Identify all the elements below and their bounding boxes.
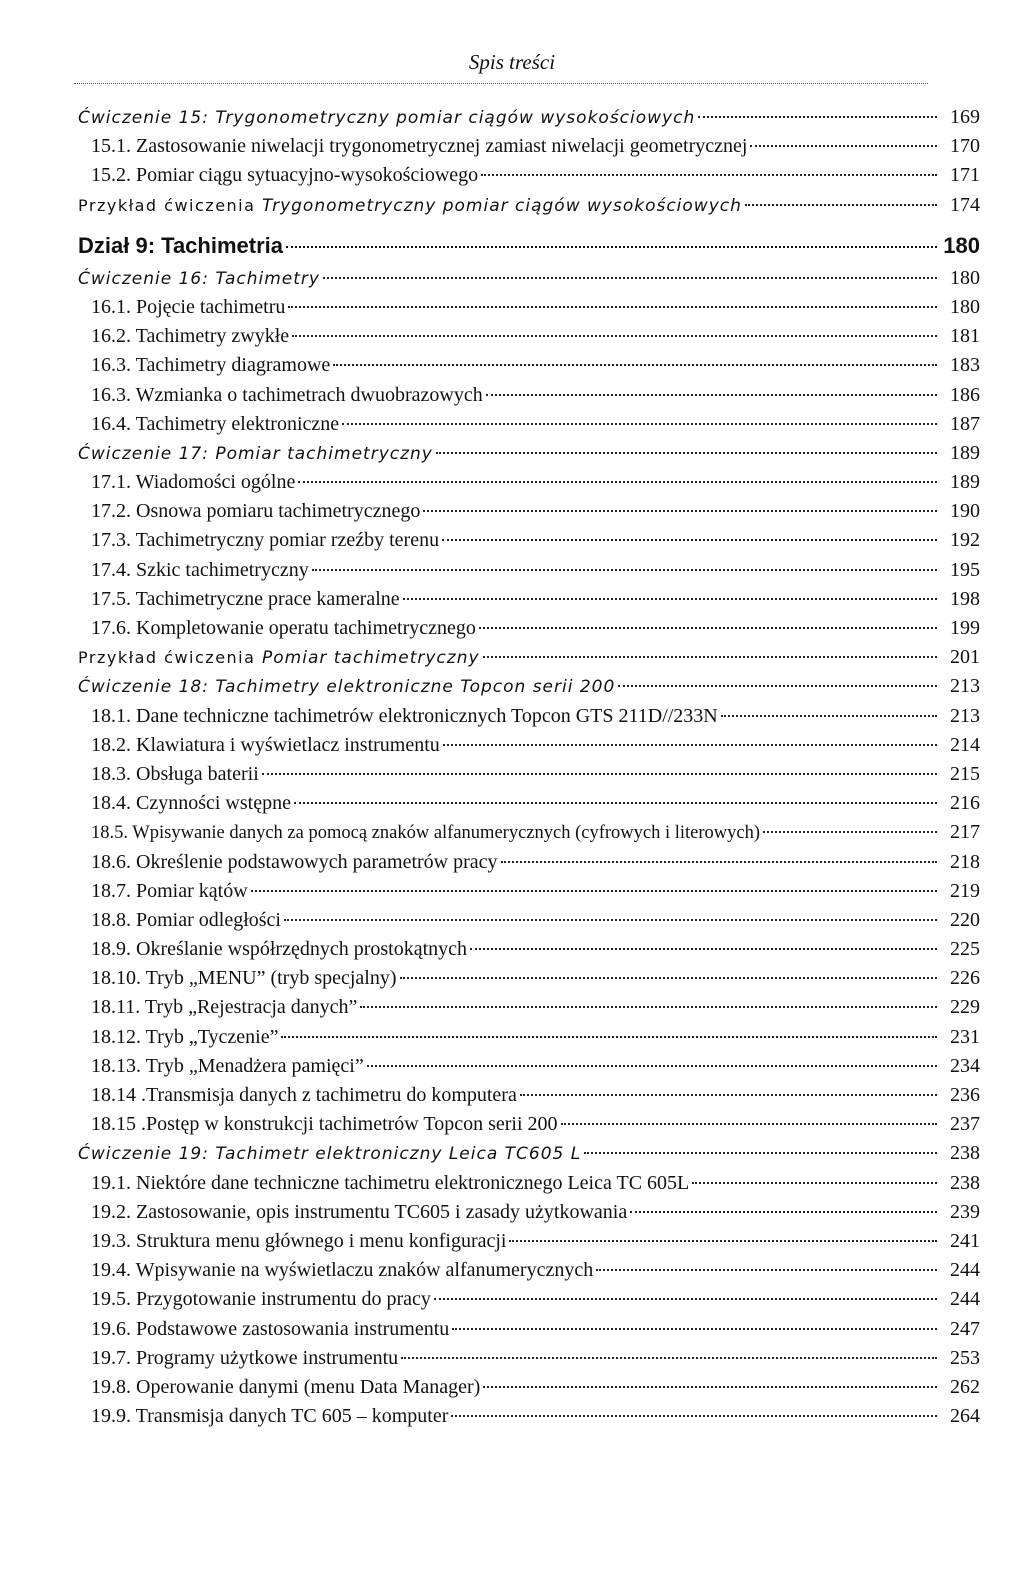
dot-leader (281, 1036, 937, 1038)
dot-leader (251, 890, 937, 892)
toc-entry-page: 225 (950, 938, 980, 961)
toc-entry-title: 19.1. Niektóre dane techniczne tachimetru elektronicznego Leica TC 605L (91, 1171, 690, 1194)
toc-entry-title: 16.3. Wzmianka o tachimetrach dwuobrazowych (91, 383, 483, 406)
toc-entry-sub (78, 1344, 980, 1373)
toc-entry-title: 18.7. Pomiar kątów (91, 879, 248, 902)
dot-leader (400, 977, 937, 979)
dot-leader (618, 685, 937, 687)
toc-entry-title: Ćwiczenie 15: Trygonometryczny pomiar ciągów wysokościowych (78, 108, 696, 128)
toc-entry-title: 16.1. Pojęcie tachimetru (91, 295, 286, 318)
toc-entry-sub (78, 614, 980, 643)
toc-entry-title: 18.4. Czynności wstępne (91, 792, 291, 815)
dot-leader (288, 306, 937, 308)
toc-entry-title: Dział 9: Tachimetria (78, 232, 283, 258)
running-header: Spis treści (468, 50, 556, 74)
toc-entry-page: 181 (950, 325, 980, 348)
toc-entry-title: 18.12. Tryb „Tyczenie” (91, 1025, 279, 1048)
toc-entry-sub (78, 848, 980, 877)
dot-leader (486, 394, 937, 396)
toc-entry-page: 170 (950, 135, 980, 158)
dot-leader (284, 919, 937, 921)
toc-entry-emphasis: Pomiar tachimetryczny (262, 648, 480, 669)
toc-entry-title: 19.8. Operowanie danymi (menu Data Manager) (91, 1375, 481, 1398)
toc-entry-page: 238 (950, 1142, 980, 1165)
toc-entry-page: 253 (950, 1346, 980, 1369)
toc-entry-title: 17.6. Kompletowanie operatu tachimetrycznego (91, 617, 476, 639)
toc-entry-title: 17.1. Wiadomości ogólne (91, 471, 296, 494)
toc-entry-page: 187 (950, 412, 980, 435)
toc-entry-sub (78, 161, 980, 190)
toc-entry-sub (78, 702, 980, 731)
toc-entry-title: 18.13. Tryb „Menadżera pamięci” (91, 1054, 364, 1077)
toc-entry-page: 183 (950, 354, 980, 377)
dot-leader (692, 1182, 937, 1184)
toc-entry-title: 18.1. Dane techniczne tachimetrów elektronicznych Topcon GTS 211D//233N (91, 704, 718, 727)
dot-leader (286, 246, 937, 248)
toc-entry-title: 16.2. Tachimetry zwykłe (91, 325, 290, 348)
toc-entry-sub (78, 556, 980, 585)
toc-entry-title: 18.8. Pomiar odległości (91, 908, 281, 931)
toc-entry-title: 17.4. Szkic tachimetryczny (91, 558, 309, 581)
dot-leader (584, 1152, 937, 1154)
toc-entry-title: Ćwiczenie 16: Tachimetry (78, 268, 320, 289)
toc-entry-page: 189 (950, 441, 980, 464)
toc-entry-sub (78, 1315, 980, 1344)
toc-entry-example (78, 191, 980, 220)
toc-entry-emphasis: Trygonometryczny pomiar ciągów wysokościowych (262, 195, 742, 216)
toc-entry-page: 264 (950, 1405, 980, 1428)
toc-entry-exercise (78, 264, 980, 293)
toc-entry-title: 18.14 .Transmisja danych z tachimetru do komputera (91, 1084, 517, 1106)
toc-entry-page: 236 (950, 1084, 980, 1106)
toc-entry-page: 247 (950, 1317, 980, 1340)
toc-entry-page: 216 (950, 792, 980, 815)
dot-leader (342, 423, 937, 425)
toc-entry-sub (78, 1198, 980, 1227)
toc-entry-title: Ćwiczenie 19: Tachimetr elektroniczny Leica TC605 L (78, 1144, 582, 1165)
toc-entry-sub (78, 818, 980, 847)
dot-leader (745, 204, 937, 206)
dot-leader (750, 145, 937, 147)
toc-entry-sub (78, 1373, 980, 1402)
toc-entry-page: 226 (950, 967, 980, 990)
toc-entry-page: 171 (950, 164, 980, 187)
toc-entry-sub (78, 351, 980, 380)
toc-entry-sub (78, 760, 980, 789)
toc-entry-title: 18.6. Określenie podstawowych parametrów pracy (91, 850, 498, 873)
toc-entry-sub (78, 964, 980, 993)
toc-entry-page: 169 (950, 106, 980, 128)
dot-leader (630, 1211, 937, 1213)
toc-entry-page: 215 (950, 762, 980, 785)
dot-leader (483, 1386, 937, 1388)
toc-entry-page: 186 (950, 383, 980, 406)
toc-entry-page: 218 (950, 850, 980, 873)
toc-entry-title: 18.3. Obsługa baterii (91, 762, 259, 785)
toc-entry-page: 192 (950, 529, 980, 552)
dot-leader (520, 1094, 937, 1096)
toc-entry-sub (78, 293, 980, 322)
toc-entry-sub (78, 1081, 980, 1110)
toc-entry-sub (78, 381, 980, 410)
toc-entry-sub (78, 497, 980, 526)
toc-entry-sub (78, 1402, 980, 1431)
toc-entry-page: 217 (950, 821, 980, 844)
toc-entry-title: 18.5. Wpisywanie danych za pomocą znaków alfanumerycznych (cyfrowych i literowych) (91, 823, 760, 844)
dot-leader (436, 452, 937, 454)
toc-entry-title: 19.5. Przygotowanie instrumentu do pracy (91, 1288, 431, 1311)
toc-entry-page: 199 (950, 617, 980, 639)
dot-leader (479, 627, 937, 629)
toc-entry-title: 19.4. Wpisywanie na wyświetlaczu znaków alfanumerycznych (91, 1259, 594, 1282)
toc-entry-page: 174 (950, 193, 980, 216)
toc-entry-sub (78, 585, 980, 614)
toc-entry-sub (78, 1110, 980, 1139)
toc-entry-title: 16.3. Tachimetry diagramowe (91, 354, 331, 377)
toc-entry-title (78, 191, 742, 221)
toc-entry-page: 241 (950, 1229, 980, 1252)
toc-entry-sub (78, 132, 980, 161)
toc-entry-page: 239 (950, 1200, 980, 1223)
toc-entry-title: 19.2. Zastosowanie, opis instrumentu TC605 i zasady użytkowania (91, 1200, 628, 1223)
toc-entry-sub (78, 906, 980, 935)
dot-leader (509, 1240, 937, 1242)
dot-leader (312, 569, 937, 571)
toc-entry-title: 17.3. Tachimetryczny pomiar rzeźby terenu (91, 529, 440, 552)
dot-leader (323, 277, 937, 279)
toc-entry-exercise (78, 672, 980, 701)
toc-entry-page: 237 (950, 1113, 980, 1136)
dot-leader (442, 539, 937, 541)
toc-entry-example (78, 643, 980, 672)
toc-entry-title: 17.2. Osnowa pomiaru tachimetrycznego (91, 500, 421, 523)
dot-leader (501, 861, 937, 863)
toc-entry-page: 219 (950, 879, 980, 902)
toc-entry-page: 198 (950, 587, 980, 610)
dot-leader (721, 715, 937, 717)
toc-entry-sub (78, 1023, 980, 1052)
toc-entry-page: 213 (950, 675, 980, 698)
toc-entry-page: 220 (950, 908, 980, 931)
toc-entry-sub (78, 877, 980, 906)
toc-entry-page: 229 (950, 996, 980, 1019)
dot-leader (451, 1415, 937, 1417)
toc-entry-exercise (78, 439, 980, 468)
toc-entry-page: 238 (950, 1171, 980, 1194)
dot-leader (470, 948, 937, 950)
dot-leader (401, 1357, 937, 1359)
table-of-contents (78, 103, 980, 1431)
toc-entry-page: 214 (950, 733, 980, 756)
toc-entry-sub (78, 935, 980, 964)
toc-entry-sub (78, 1052, 980, 1081)
dot-leader (434, 1298, 937, 1300)
toc-entry-title (78, 643, 480, 673)
dot-leader (763, 831, 937, 833)
header-rule (74, 83, 928, 84)
toc-entry-sub (78, 526, 980, 555)
toc-entry-title: 18.9. Określanie współrzędnych prostokątnych (91, 938, 468, 961)
toc-entry-sub (78, 1227, 980, 1256)
toc-entry-page: 180 (943, 232, 980, 258)
toc-entry-sub (78, 993, 980, 1022)
dot-leader (403, 598, 937, 600)
dot-leader (452, 1328, 937, 1330)
toc-entry-title: Ćwiczenie 17: Pomiar tachimetryczny (78, 443, 433, 464)
toc-entry-page: 213 (950, 704, 980, 727)
toc-entry-page: 189 (950, 471, 980, 494)
toc-entry-title: 18.15 .Postęp w konstrukcji tachimetrów Topcon serii 200 (91, 1113, 558, 1136)
dot-leader (262, 773, 937, 775)
toc-entry-page: 201 (950, 646, 980, 669)
toc-entry-title: 15.2. Pomiar ciągu sytuacyjno-wysokościowego (91, 164, 479, 187)
toc-entry-title: 19.3. Struktura menu głównego i menu konfiguracji (91, 1229, 507, 1252)
toc-entry-sub (78, 322, 980, 351)
dot-leader (481, 174, 937, 176)
toc-entry-sub (78, 468, 980, 497)
toc-entry-sub (78, 789, 980, 818)
toc-entry-page: 231 (950, 1025, 980, 1048)
toc-entry-sub (78, 1285, 980, 1314)
dot-leader (367, 1065, 937, 1067)
toc-entry-exercise (78, 1139, 980, 1168)
toc-entry-page: 244 (950, 1259, 980, 1282)
toc-entry-page: 262 (950, 1375, 980, 1398)
toc-entry-page: 180 (950, 295, 980, 318)
dot-leader (423, 510, 937, 512)
toc-entry-title: 18.11. Tryb „Rejestracja danych” (91, 996, 358, 1019)
toc-entry-title: 19.7. Programy użytkowe instrumentu (91, 1346, 399, 1369)
toc-entry-prefix: Przykład ćwiczenia (78, 195, 263, 215)
toc-entry-part (78, 220, 980, 264)
dot-leader (561, 1123, 937, 1125)
dot-leader (443, 744, 937, 746)
toc-entry-exercise (78, 103, 980, 132)
toc-entry-title: 18.2. Klawiatura i wyświetlacz instrumentu (91, 733, 440, 756)
toc-entry-sub (78, 731, 980, 760)
toc-entry-title: 17.5. Tachimetryczne prace kameralne (91, 587, 400, 610)
toc-entry-title: 19.6. Podstawowe zastosowania instrumentu (91, 1317, 450, 1340)
dot-leader (294, 802, 937, 804)
toc-entry-title: Ćwiczenie 18: Tachimetry elektroniczne Topcon serii 200 (78, 677, 616, 698)
toc-entry-page: 180 (950, 266, 980, 289)
toc-entry-sub (78, 1169, 980, 1198)
toc-entry-prefix: Przykład ćwiczenia (78, 648, 263, 668)
toc-entry-page: 244 (950, 1288, 980, 1311)
toc-entry-title: 16.4. Tachimetry elektroniczne (91, 412, 340, 435)
toc-entry-page: 195 (950, 558, 980, 581)
toc-entry-title: 19.9. Transmisja danych TC 605 – komputer (91, 1405, 449, 1428)
toc-entry-title: 18.10. Tryb „MENU” (tryb specjalny) (91, 967, 397, 990)
toc-entry-sub (78, 410, 980, 439)
toc-entry-sub (78, 1256, 980, 1285)
toc-entry-page: 190 (950, 500, 980, 523)
toc-entry-page: 234 (950, 1054, 980, 1077)
toc-entry-title: 15.1. Zastosowanie niwelacji trygonometrycznej zamiast niwelacji geometrycznej (91, 135, 748, 158)
dot-leader (360, 1006, 937, 1008)
dot-leader (483, 656, 937, 658)
dot-leader (292, 335, 937, 337)
dot-leader (298, 481, 937, 483)
dot-leader (333, 364, 937, 366)
dot-leader (698, 116, 937, 118)
dot-leader (596, 1269, 937, 1271)
